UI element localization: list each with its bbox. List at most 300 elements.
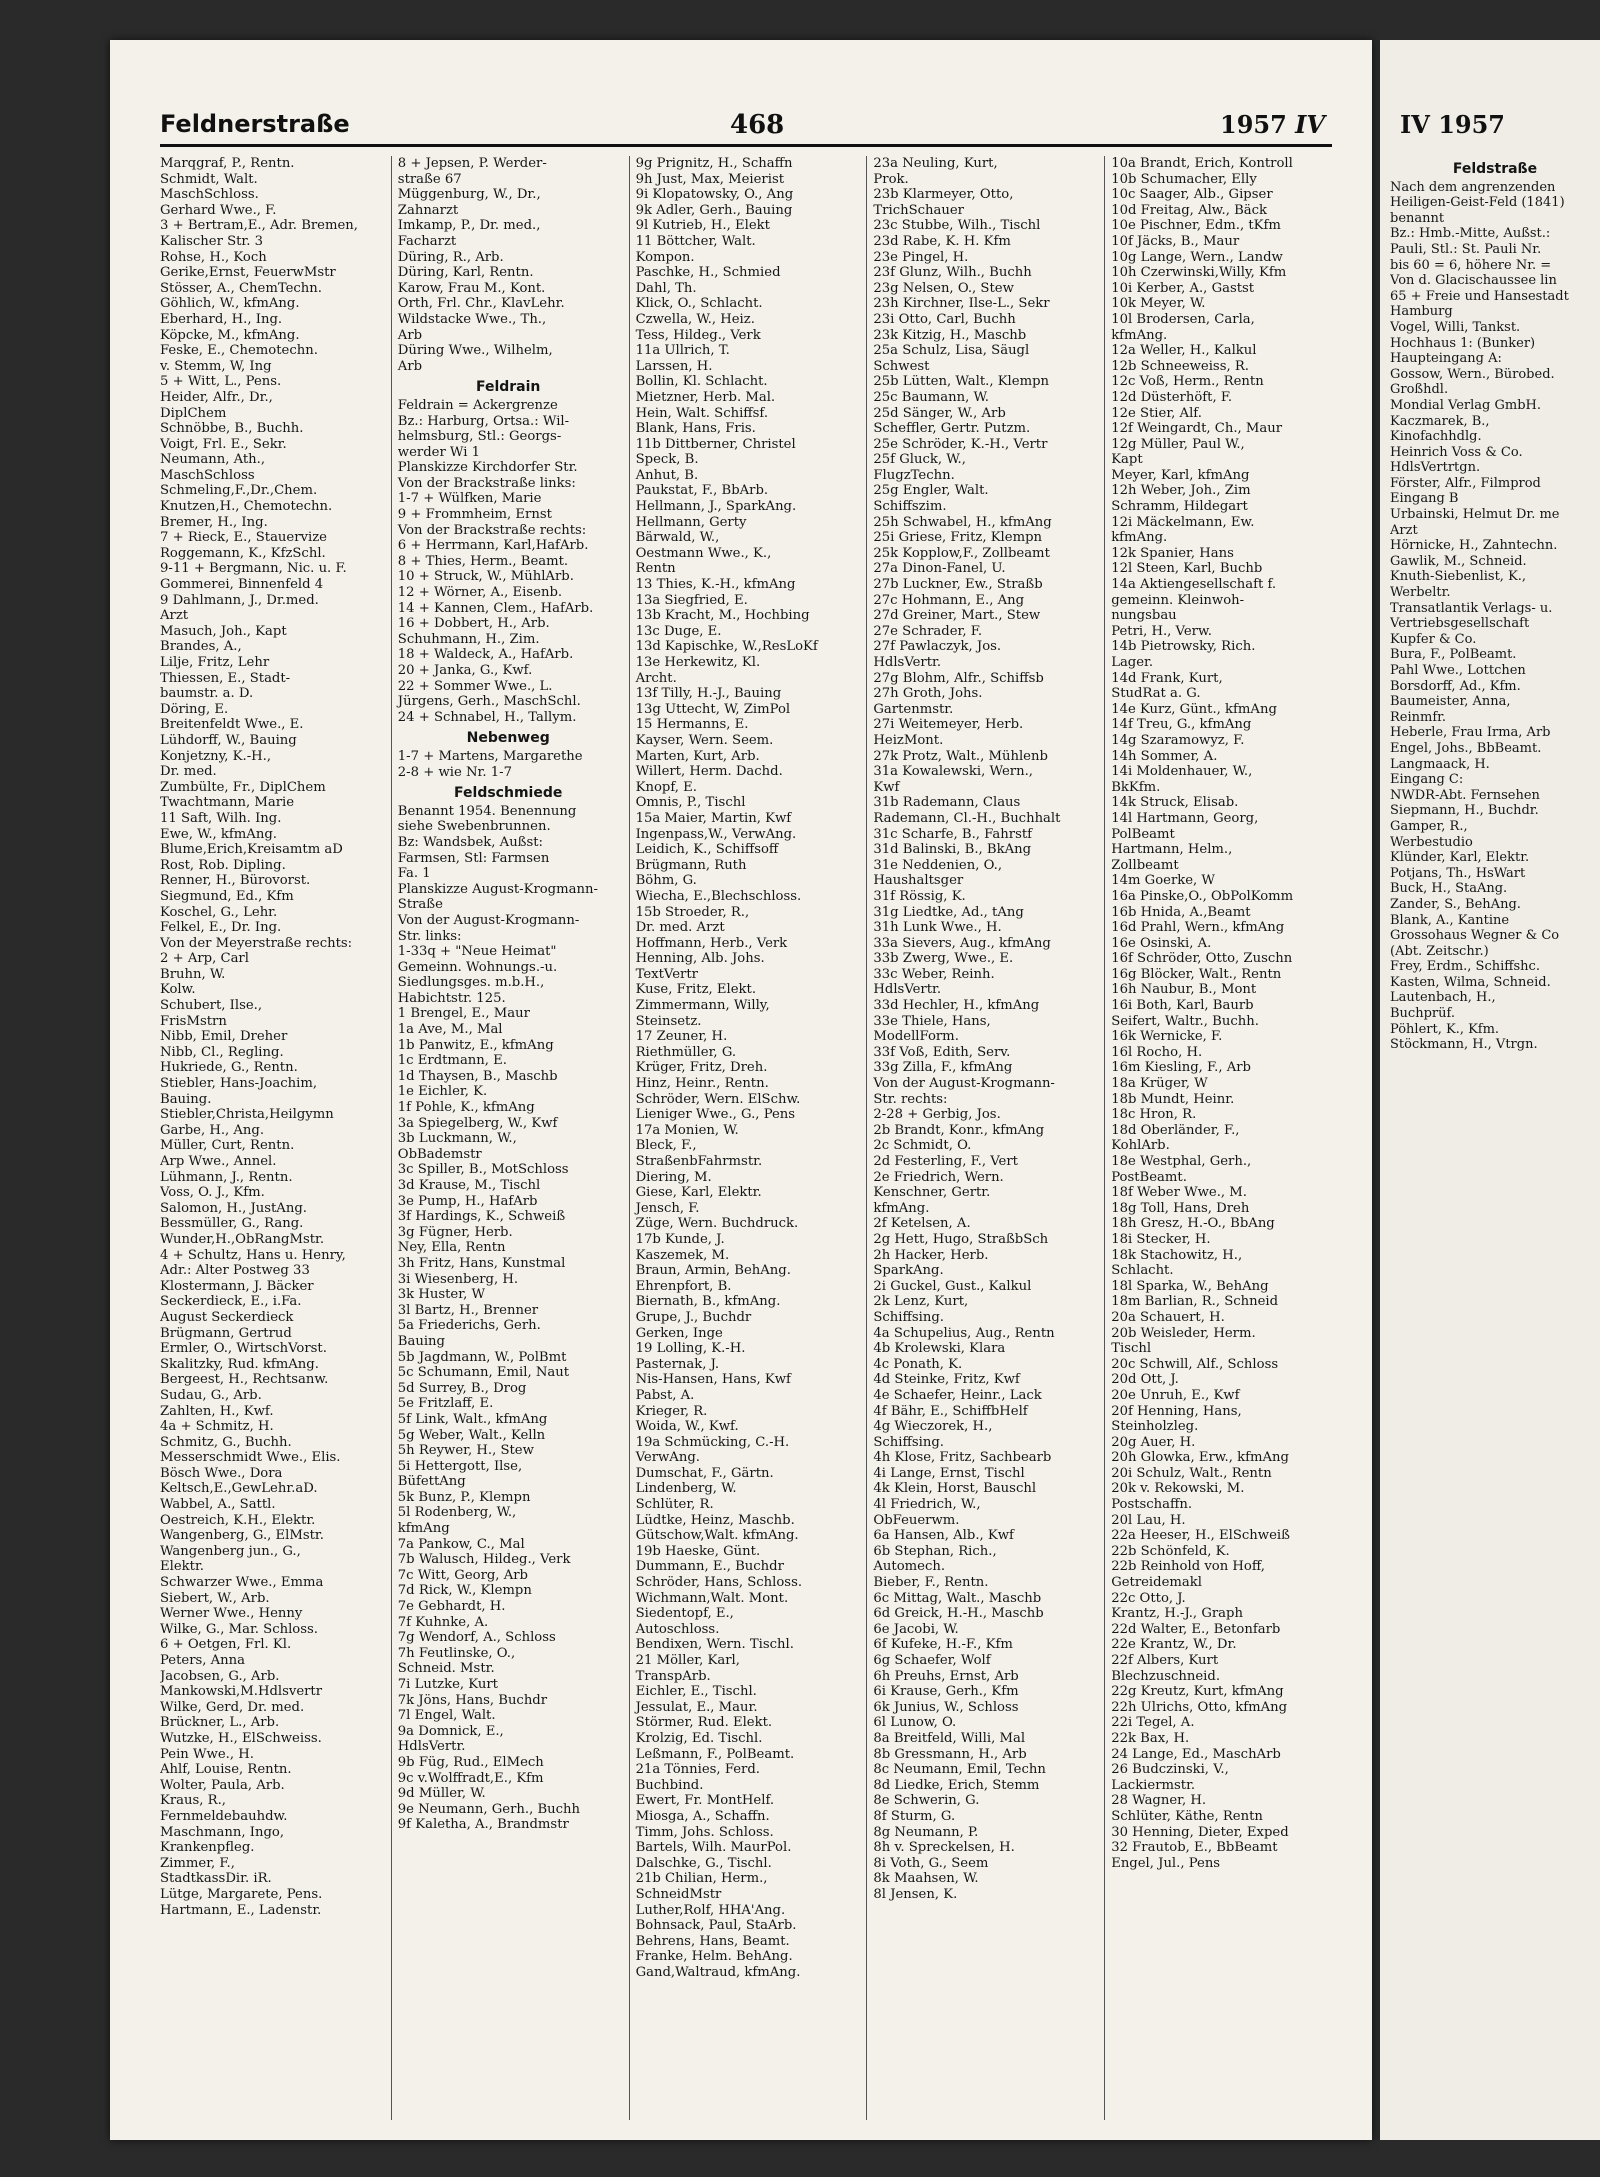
list-item: 1a Ave, M., Mal (397, 1022, 503, 1038)
list-item: Hochhaus 1: (Bunker) (1390, 335, 1536, 351)
list-item: 22e Krantz, W., Dr. (1111, 1637, 1237, 1653)
list-item: 16e Osinski, A. (1111, 935, 1212, 951)
column-5 (1104, 156, 1332, 2120)
list-item: August Seckerdieck (160, 1309, 294, 1325)
list-item: Masuch, Joh., Kapt (160, 623, 287, 639)
list-item: MaschSchloss (160, 467, 255, 483)
list-item: (Abt. Zeitschr.) (1390, 943, 1489, 959)
list-item: 4d Steinke, Fritz, Kwf (873, 1372, 1020, 1388)
list-item: 5l Rodenberg, W., (397, 1505, 517, 1521)
list-item: Nach dem angrenzenden (1390, 179, 1556, 195)
list-item: Wildstacke Wwe., Th., (397, 311, 547, 327)
list-item: 7c Witt, Georg, Arb (397, 1567, 528, 1583)
list-item: Marqgraf, P., Rentn. (160, 156, 295, 171)
list-item: Engel, Johs., BbBeamt. (1390, 740, 1542, 756)
list-item: Omnis, P., Tischl (635, 795, 746, 811)
list-item: 6c Mittag, Walt., Maschb (873, 1590, 1042, 1606)
list-item: HdlsVertr. (873, 655, 942, 670)
list-item: FlugzTechn. (873, 467, 955, 483)
list-item: Vertriebsgesellschaft (1390, 616, 1530, 632)
list-item: Ewe, W., kfmAng. (160, 826, 277, 842)
list-item: Schmeling,F.,Dr.,Chem. (160, 483, 318, 499)
list-item: 13f Tilly, H.-J., Bauing (635, 686, 782, 702)
list-item: Twachtmann, Marie (160, 795, 295, 811)
list-item: 2d Festerling, F., Vert (873, 1154, 1018, 1169)
list-item: Czwella, W., Heiz. (635, 311, 755, 327)
list-item: ModellForm. (873, 1029, 959, 1045)
list-item: 33a Sievers, Aug., kfmAng (873, 935, 1051, 951)
list-item: Rademann, Cl.-H., Buchhalt (873, 810, 1061, 826)
list-item: Stöckmann, H., Vtrgn. (1390, 1037, 1538, 1053)
running-head-year: 1957 IV (1220, 110, 1326, 139)
list-item: Ney, Ella, Rentn (397, 1240, 506, 1256)
list-item: 9 + Frommheim, Ernst (397, 507, 552, 523)
list-item: Ingenpass,W., VerwAng. (635, 826, 797, 842)
list-item: Dr. med. Arzt (635, 920, 725, 936)
list-item: Skalitzky, Rud. kfmAng. (160, 1356, 319, 1372)
list-item: Stiebler, Hans-Joachim, (160, 1076, 318, 1092)
list-item: Habichtstr. 125. (397, 990, 506, 1006)
list-item: 14e Kurz, Günt., kfmAng (1111, 701, 1277, 717)
list-item: Larssen, H. (635, 358, 713, 374)
list-item: 13d Kapischke, W.,ResLoKf (635, 639, 818, 655)
list-item: 27h Groth, Johs. (873, 686, 983, 702)
list-item: helmsburg, Stl.: Georgs- (397, 429, 562, 445)
list-item: 14d Frank, Kurt, (1111, 670, 1223, 686)
list-item: Schubert, Ilse., (160, 998, 263, 1014)
list-item: 5f Link, Walt., kfmAng (397, 1411, 548, 1427)
list-item: Jessulat, E., Maur. (635, 1699, 758, 1715)
list-item: 31d Balinski, B., BkAng (873, 842, 1032, 858)
list-item: 21a Tönnies, Ferd. (635, 1762, 760, 1778)
list-item: 22i Tegel, A. (1111, 1715, 1195, 1731)
list-item: NWDR-Abt. Fernsehen (1390, 787, 1540, 803)
list-item: 6 + Herrmann, Karl,HafArb. (397, 538, 589, 554)
list-item: Konjetzny, K.-H., (160, 748, 272, 764)
list-item: Petri, H., Verw. (1111, 623, 1212, 639)
list-item: Prok. (873, 171, 909, 187)
list-item: 9h Just, Max, Meierist (635, 171, 785, 187)
list-item: Schlacht. (1111, 1263, 1174, 1279)
list-item: 13g Uttecht, W, ZimPol (635, 701, 791, 717)
list-item: 9i Klopatowsky, O., Ang (635, 187, 794, 203)
list-item: 4l Friedrich, W., (873, 1497, 981, 1513)
list-item: Dahl, Th. (635, 280, 697, 296)
list-item: 25k Kopplow,F., Zollbeamt (873, 545, 1050, 561)
list-item: Krüger, Fritz, Dreh. (635, 1060, 768, 1076)
list-item: 16g Blöcker, Walt., Rentn (1111, 966, 1282, 982)
list-item: Klick, O., Schlacht. (635, 296, 763, 312)
list-item: 6g Schaefer, Wolf (873, 1653, 991, 1668)
list-item: Transatlantik Verlags- u. (1390, 600, 1553, 616)
list-item: Grupe, J., Buchdr (635, 1309, 752, 1325)
list-item: Pein Wwe., H. (160, 1746, 254, 1762)
list-item: werder Wi 1 (397, 444, 481, 460)
list-item: Gamper, R., (1390, 818, 1468, 834)
list-item: 7f Kuhnke, A. (397, 1614, 489, 1630)
list-item: 20f Henning, Hans, (1111, 1403, 1242, 1419)
list-item: 7h Feutlinske, O., (397, 1645, 516, 1661)
list-item: Werbestudio (1390, 834, 1473, 850)
list-item: 23d Rabe, K. H. Kfm (873, 233, 1011, 249)
list-item: Wilke, Gerd, Dr. med. (160, 1699, 305, 1715)
list-item: Döring, E. (160, 701, 229, 717)
street-heading: Feldschmiede (454, 785, 563, 802)
list-item: Ermler, O., WirtschVorst. (160, 1341, 327, 1357)
list-item: 5a Friederichs, Gerh. (397, 1318, 541, 1334)
list-item: Imkamp, P., Dr. med., (397, 218, 541, 234)
list-item: Bz: Wandsbek, Außst: (397, 834, 543, 850)
list-item: Wabbel, A., Sattl. (160, 1497, 276, 1513)
list-item: 25e Schröder, K.-H., Vertr (873, 436, 1048, 452)
list-item: Bz.: Hmb.-Mitte, Außst.: (1390, 226, 1551, 242)
list-item: Stiebler,Christa,Heilgymn (160, 1107, 334, 1123)
list-item: 20d Ott, J. (1111, 1372, 1179, 1388)
list-item: Hoffmann, Herb., Verk (635, 935, 788, 951)
list-item: TextVertr (635, 966, 698, 982)
list-item: Von der Meyerstraße rechts: (160, 935, 353, 951)
list-item: Arzt (160, 608, 189, 624)
list-item: 9f Kaletha, A., Brandmstr (397, 1817, 569, 1833)
list-item: Thiessen, E., Stadt- (160, 670, 291, 686)
list-item: Siebert, W., Arb. (160, 1590, 270, 1606)
list-item: 8i Voth, G., Seem (873, 1855, 989, 1871)
list-item: Timm, Johs. Schloss. (635, 1824, 774, 1840)
list-item: 21b Chilian, Herm., (635, 1871, 768, 1887)
list-item: StadtkassDir. iR. (160, 1871, 272, 1887)
list-item: Nibb, Emil, Dreher (160, 1029, 288, 1045)
list-item: 23i Otto, Carl, Buchh (873, 311, 1016, 327)
list-item: Düring, Karl, Rentn. (397, 265, 534, 281)
list-item: 17 Zeuner, H. (635, 1029, 728, 1045)
list-item: Kayser, Wern. Seem. (635, 732, 774, 748)
list-item: 10i Kerber, A., Gastst (1111, 280, 1255, 296)
list-item: Langmaack, H. (1390, 756, 1490, 772)
list-item: 1e Eichler, K. (397, 1084, 488, 1100)
list-item: Von der Brackstraße rechts: (397, 522, 587, 538)
list-item: Dummann, E., Buchdr (635, 1559, 784, 1575)
list-item: 2e Friedrich, Wern. (873, 1169, 1004, 1185)
list-item: Nibb, Cl., Regling. (160, 1044, 284, 1060)
list-item: 14m Goerke, W (1111, 873, 1215, 889)
list-item: 23h Kirchner, Ilse-L., Sekr (873, 296, 1050, 312)
list-item: Blechzuschneid. (1111, 1668, 1221, 1684)
list-item: Schröder, Hans, Schloss. (635, 1575, 803, 1591)
list-item: 10a Brandt, Erich, Kontroll (1111, 156, 1293, 171)
list-item: Leßmann, F., PolBeamt. (635, 1746, 795, 1762)
list-item: 22 + Sommer Wwe., L. (397, 678, 553, 694)
list-item: Lautenbach, H., (1390, 990, 1496, 1006)
facing-page (1380, 40, 1600, 2140)
list-item: Kaszemek, M. (635, 1247, 730, 1263)
facing-entry-list (1390, 180, 1600, 1053)
list-item: 2b Brandt, Konr., kfmAng (873, 1122, 1045, 1138)
list-item: Schwest (873, 358, 930, 374)
list-item: Keltsch,E.,GewLehr.aD. (160, 1481, 318, 1497)
list-item: Steinsetz. (635, 1013, 702, 1029)
list-item: Bollin, Kl. Schlacht. (635, 374, 768, 390)
list-item: Hartmann, Helm., (1111, 842, 1233, 858)
list-item: 3d Krause, M., Tischl (397, 1178, 541, 1193)
list-item: 31c Scharfe, B., Fahrstf (873, 826, 1033, 842)
list-item: Kasten, Wilma, Schneid. (1390, 974, 1551, 990)
list-item: Brügmann, Gertrud (160, 1325, 292, 1341)
list-item: 20b Weisleder, Herm. (1111, 1325, 1256, 1341)
list-item: 8f Sturm, G. (873, 1808, 956, 1824)
list-item: Franke, Helm. BehAng. (635, 1949, 793, 1965)
list-item: Haushaltsger (873, 873, 964, 889)
list-item: 4h Klose, Fritz, Sachbearb (873, 1450, 1052, 1466)
list-item: 20l Lau, H. (1111, 1512, 1186, 1528)
list-item: 18e Westphal, Gerh., (1111, 1154, 1252, 1169)
list-item: 25c Baumann, W. (873, 389, 989, 405)
list-item: Fa. 1 (397, 866, 431, 882)
list-item: 9g Prignitz, H., Schaffn (635, 156, 793, 171)
list-item: Elektr. (160, 1559, 204, 1575)
list-item: 5g Weber, Walt., Kelln (397, 1427, 546, 1443)
list-item: 1d Thaysen, B., Maschb (397, 1068, 558, 1084)
list-item: 5k Bunz, P., Klempn (397, 1489, 531, 1505)
list-item: Wangenberg jun., G., (160, 1543, 301, 1559)
list-item: 22h Ulrichs, Otto, kfmAng (1111, 1699, 1288, 1715)
list-item: Kwf (873, 779, 900, 795)
list-item: Urbainski, Helmut Dr. me (1390, 507, 1560, 523)
directory-page (110, 40, 1372, 2140)
list-item: 16 + Dobbert, H., Arb. (397, 616, 550, 632)
list-item: Messerschmidt Wwe., Elis. (160, 1450, 341, 1466)
list-item: 13b Kracht, M., Hochbing (635, 608, 810, 624)
list-item: Borsdorff, Ad., Kfm. (1390, 678, 1521, 694)
list-item: Von der August-Krogmann- (397, 912, 580, 928)
list-item: Anhut, B. (635, 467, 699, 483)
list-item: KohlArb. (1111, 1138, 1170, 1154)
list-item: 14i Moldenhauer, W., (1111, 764, 1253, 780)
list-item: 33f Voß, Edith, Serv. (873, 1044, 1011, 1060)
list-item: Krantz, H.-J., Graph (1111, 1606, 1243, 1622)
list-item: 15b Stroeder, R., (635, 904, 750, 920)
list-item: 65 + Freie und Hansestadt (1390, 288, 1569, 304)
list-item: 16l Rocho, H. (1111, 1044, 1203, 1060)
list-item: 11a Ullrich, T. (635, 343, 730, 359)
list-item: 16f Schröder, Otto, Zuschn (1111, 951, 1293, 967)
list-item: MaschSchloss. (160, 187, 259, 203)
facing-street-title: Feldstraße (1452, 161, 1538, 177)
list-item: 9a Domnick, E., (397, 1723, 504, 1739)
list-item: 15 Hermanns, E. (635, 717, 749, 733)
list-item: 25f Gluck, W., (873, 452, 966, 468)
list-item: 22a Heeser, H., ElSchweiß (1111, 1528, 1290, 1544)
list-item: 22b Reinhold von Hoff, (1111, 1559, 1265, 1575)
list-item: Biernath, B., kfmAng. (635, 1294, 781, 1310)
list-item: Jürgens, Gerh., MaschSchl. (397, 694, 581, 710)
list-item: Sudau, G., Arb. (160, 1387, 262, 1403)
list-item: 7g Wendorf, A., Schloss (397, 1630, 556, 1646)
list-item: 12a Weller, H., Kalkul (1111, 343, 1257, 359)
list-item: Renner, H., Bürovorst. (160, 873, 311, 889)
list-item: Wiecha, E.,Blechschloss. (635, 888, 802, 904)
list-item: 6e Jacobi, W. (873, 1621, 959, 1637)
list-item: Miosga, A., Schaffn. (635, 1808, 770, 1824)
list-item: Oestmann Wwe., K., (635, 545, 772, 561)
list-item: Ehrenpfort, B. (635, 1278, 732, 1294)
list-item: 6i Krause, Gerh., Kfm (873, 1684, 1019, 1700)
list-item: 22d Walter, E., Betonfarb (1111, 1621, 1281, 1637)
list-item: Mankowski,M.Hdlsvertr (160, 1684, 323, 1700)
list-item: 13a Siegfried, E. (635, 592, 748, 608)
list-item: 6b Stephan, Rich., (873, 1543, 997, 1559)
list-item: 9 Dahlmann, J., Dr.med. (160, 592, 319, 608)
list-item: 27d Greiner, Mart., Stew (873, 608, 1041, 624)
list-item: Von der August-Krogmann- (873, 1076, 1055, 1092)
list-item: 4b Krolewski, Klara (873, 1341, 1006, 1357)
list-item: 19a Schmücking, C.-H. (635, 1434, 790, 1450)
list-item: Heberle, Frau Irma, Arb (1390, 725, 1551, 741)
list-item: Pasternak, J. (635, 1356, 720, 1372)
list-item: Schröder, Wern. ElSchw. (635, 1091, 801, 1107)
list-item: 18b Mundt, Heinr. (1111, 1091, 1235, 1107)
list-item: 9l Kutrieb, H., Elekt (635, 218, 770, 234)
list-item: Arb (397, 327, 423, 343)
list-item: 5h Reywer, H., Stew (397, 1443, 534, 1459)
list-item: Eichler, E., Tischl. (635, 1684, 757, 1700)
list-item: 1 Brengel, E., Maur (397, 1006, 530, 1022)
list-item: baumstr. a. D. (160, 686, 254, 702)
list-item: Tischl (1111, 1341, 1152, 1357)
list-item: Hein, Walt. Schiffsf. (635, 405, 769, 421)
list-item: Bura, F., PolBeamt. (1390, 647, 1517, 663)
list-item: 2i Guckel, Gust., Kalkul (873, 1278, 1032, 1294)
list-item: Zumbülte, Fr., DiplChem (160, 779, 326, 795)
list-item: Roggemann, K., KfzSchl. (160, 545, 326, 561)
list-item: 24 + Schnabel, H., Tallym. (397, 709, 577, 725)
list-item: Krieger, R. (635, 1403, 708, 1419)
list-item: Lackiermstr. (1111, 1777, 1196, 1793)
list-item: Werbeltr. (1390, 585, 1451, 601)
list-item: 27i Weitemeyer, Herb. (873, 717, 1024, 733)
list-item: 22f Albers, Kurt (1111, 1653, 1219, 1668)
list-item: 7 + Rieck, E., Stauervize (160, 530, 327, 546)
list-item: 22b Schönfeld, K. (1111, 1543, 1230, 1559)
list-item: 1f Pohle, K., kfmAng (397, 1100, 535, 1116)
list-item: 24 Lange, Ed., MaschArb (1111, 1746, 1281, 1762)
list-item: Bauing. (160, 1091, 212, 1107)
column-4 (866, 156, 1094, 2120)
list-item: nungsbau (1111, 608, 1177, 624)
list-item: Steinholzleg. (1111, 1419, 1199, 1435)
list-item: Wunder,H.,ObRangMstr. (160, 1231, 325, 1247)
list-item: VerwAng. (635, 1450, 700, 1466)
list-item: 18g Toll, Hans, Dreh (1111, 1200, 1250, 1216)
list-item: 18 + Waldeck, A., HafArb. (397, 647, 574, 663)
list-item: 14k Struck, Elisab. (1111, 795, 1239, 811)
list-item: Klostermann, J. Bäcker (160, 1278, 314, 1294)
list-item: Feldrain = Ackergrenze (397, 397, 558, 413)
list-item: 8a Breitfeld, Willi, Mal (873, 1730, 1026, 1746)
list-item: 10e Pischner, Edm., tKfm (1111, 218, 1281, 234)
list-item: benannt (1390, 210, 1445, 226)
list-item: 13c Duge, E. (635, 623, 722, 639)
list-item: 4a Schupelius, Aug., Rentn (873, 1325, 1055, 1341)
list-item: Arzt (1390, 522, 1418, 538)
list-item: 16i Both, Karl, Baurb (1111, 998, 1254, 1014)
list-item: Luther,Rolf, HHA'Ang. (635, 1902, 786, 1918)
list-item: 12i Mäckelmann, Ew. (1111, 514, 1255, 530)
list-item: 12h Weber, Joh., Zim (1111, 483, 1251, 499)
list-item: 33b Zwerg, Wwe., E. (873, 951, 1014, 967)
list-item: 14b Pietrowsky, Rich. (1111, 639, 1256, 655)
list-item: Köpcke, M., kfmAng. (160, 327, 300, 343)
list-item: 23c Stubbe, Wilh., Tischl (873, 218, 1041, 234)
list-item: Zahnarzt (397, 202, 459, 218)
list-item: 7e Gebhardt, H. (397, 1599, 506, 1615)
list-item: 10l Brodersen, Carla, (1111, 311, 1255, 327)
list-item: 25h Schwabel, H., kfmAng (873, 514, 1052, 530)
list-item: 3h Fritz, Hans, Kunstmal (397, 1255, 566, 1271)
list-item: 19 Lolling, K.-H. (635, 1341, 746, 1357)
list-item: 4k Klein, Horst, Bauschl (873, 1481, 1037, 1497)
list-item: Pahl Wwe., Lottchen (1390, 663, 1526, 678)
list-item: Planskizze Kirchdorfer Str. (397, 460, 578, 476)
list-item: Krolzig, Ed. Tischl. (635, 1730, 763, 1746)
list-item: 23a Neuling, Kurt, (873, 156, 998, 171)
list-item: Garbe, H., Ang. (160, 1122, 265, 1138)
list-item: Hellmann, J., SparkAng. (635, 499, 797, 515)
list-item: 6d Greick, H.-H., Maschb (873, 1606, 1044, 1622)
list-item: ObFeuerwm. (873, 1512, 960, 1528)
list-item: Riethmüller, G. (635, 1044, 737, 1060)
list-item: Nis-Hansen, Hans, Kwf (635, 1372, 791, 1388)
list-item: 2 + Arp, Carl (160, 951, 249, 967)
list-item: Gossow, Wern., Bürobed. (1390, 366, 1555, 382)
list-item: Schlüter, Käthe, Rentn (1111, 1808, 1263, 1824)
list-item: Schnöbbe, B., Buchh. (160, 421, 304, 437)
list-item: Bleck, F., (635, 1138, 697, 1154)
list-item: 6f Kufeke, H.-F., Kfm (873, 1637, 1013, 1653)
list-item: Str. links: (397, 928, 462, 944)
list-item: 20c Schwill, Alf., Schloss (1111, 1356, 1279, 1372)
list-item: Von der Brackstraße links: (397, 475, 576, 491)
list-item: gemeinn. Kleinwoh- (1111, 592, 1245, 608)
list-item: Getreidemakl (1111, 1575, 1202, 1591)
list-item: BkKfm. (1111, 779, 1161, 795)
list-item: kfmAng. (873, 1200, 930, 1216)
list-item: Müggenburg, W., Dr., (397, 187, 541, 203)
list-item: Blank, Hans, Fris. (635, 421, 756, 437)
list-item: Kaczmarek, B., (1390, 413, 1490, 429)
list-item: 25d Sänger, W., Arb (873, 405, 1006, 421)
list-item: StraßenbFahrmstr. (635, 1154, 763, 1169)
list-item: Rentn (635, 561, 676, 577)
list-item: 23g Nelsen, O., Stew (873, 280, 1014, 296)
list-item: 16d Prahl, Wern., kfmAng (1111, 920, 1285, 936)
list-item: 7d Rick, W., Klempn (397, 1583, 532, 1599)
list-item: Gerken, Inge (635, 1325, 723, 1341)
list-item: Wutzke, H., ElSchweiss. (160, 1730, 322, 1746)
list-item: TrichSchauer (873, 202, 964, 218)
list-item: Kinofachhdlg. (1390, 429, 1482, 445)
list-item: 5i Hettergott, Ilse, (397, 1458, 523, 1474)
list-item: 8e Schwerin, G. (873, 1793, 980, 1809)
list-item: 5d Surrey, B., Drog (397, 1380, 527, 1396)
list-item: 6 + Oetgen, Frl. Kl. (160, 1637, 292, 1653)
list-item: 25b Lütten, Walt., Klempn (873, 374, 1050, 390)
list-item: 31f Rössig, K. (873, 888, 966, 904)
list-item: 22g Kreutz, Kurt, kfmAng (1111, 1684, 1284, 1700)
list-item: 6h Preuhs, Ernst, Arb (873, 1668, 1019, 1684)
list-item: 10 + Struck, W., MühlArb. (397, 569, 574, 585)
list-item: Zander, S., BehAng. (1390, 896, 1521, 912)
list-item: 19b Haeske, Günt. (635, 1543, 761, 1559)
